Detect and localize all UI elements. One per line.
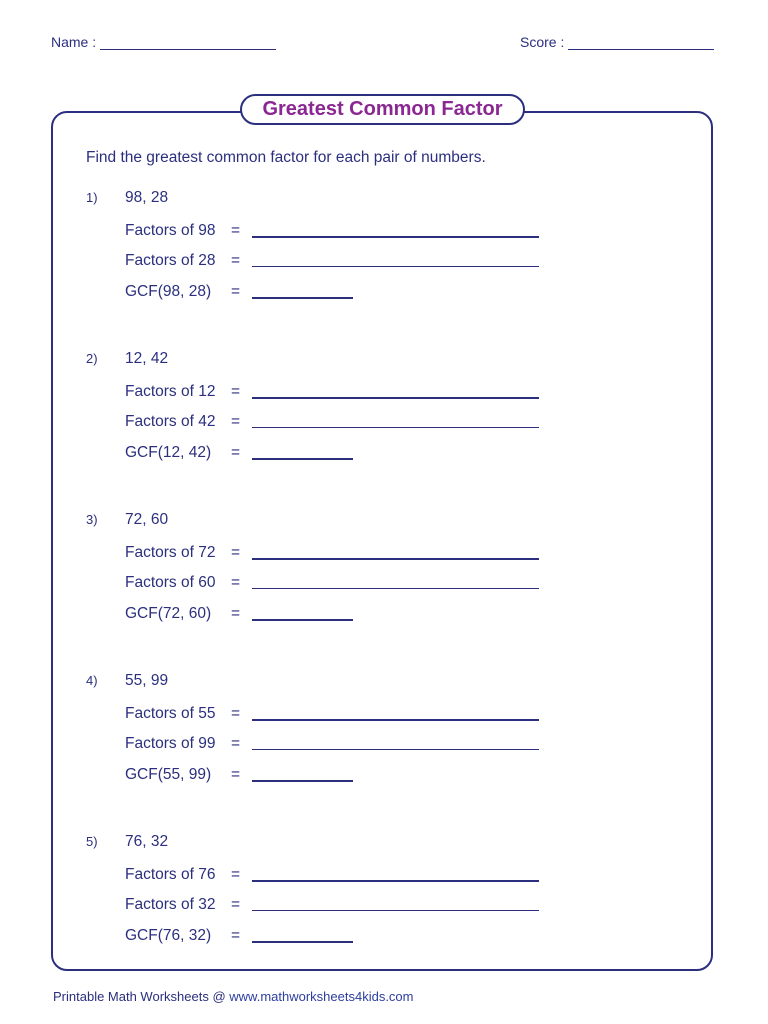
gcf-answer-line[interactable] — [252, 941, 353, 943]
footer-link[interactable]: www.mathworksheets4kids.com — [229, 989, 414, 1004]
factors-a-label: Factors of 72 — [125, 544, 216, 561]
gcf-label: GCF(55, 99) — [125, 766, 212, 783]
name-label: Name : — [51, 34, 97, 50]
gcf-label: GCF(76, 32) — [125, 927, 212, 944]
footer-text: Printable Math Worksheets @ — [53, 989, 226, 1004]
factors-a-label: Factors of 12 — [125, 383, 216, 400]
factors-b-answer-line[interactable] — [252, 427, 539, 428]
equals-sign: = — [231, 444, 241, 461]
number-pair: 76, 32 — [125, 833, 169, 850]
factors-b-label: Factors of 60 — [125, 574, 216, 591]
gcf-label: GCF(12, 42) — [125, 444, 212, 461]
equals-sign: = — [231, 735, 241, 752]
equals-sign: = — [231, 705, 241, 722]
problem-3 — [0, 512, 768, 642]
factors-a-answer-line[interactable] — [252, 397, 539, 399]
footer — [53, 989, 414, 1004]
gcf-label: GCF(72, 60) — [125, 605, 212, 622]
name-input-line[interactable] — [100, 35, 276, 50]
factors-b-label: Factors of 42 — [125, 413, 216, 430]
equals-sign: = — [231, 605, 241, 622]
factors-a-label: Factors of 76 — [125, 866, 216, 883]
gcf-label: GCF(98, 28) — [125, 283, 212, 300]
number-pair: 55, 99 — [125, 672, 169, 689]
equals-sign: = — [231, 283, 241, 300]
equals-sign: = — [231, 413, 241, 430]
score-input-line[interactable] — [568, 35, 714, 50]
problem-4 — [0, 673, 768, 803]
factors-b-answer-line[interactable] — [252, 749, 539, 750]
factors-b-label: Factors of 99 — [125, 735, 216, 752]
name-field[interactable] — [51, 34, 276, 50]
factors-b-label: Factors of 28 — [125, 252, 216, 269]
factors-b-answer-line[interactable] — [252, 266, 539, 267]
gcf-answer-line[interactable] — [252, 619, 353, 621]
equals-sign: = — [231, 574, 241, 591]
problem-number: 1) — [86, 190, 98, 205]
problem-number: 4) — [86, 673, 98, 688]
score-field[interactable] — [520, 34, 714, 50]
equals-sign: = — [231, 896, 241, 913]
number-pair: 12, 42 — [125, 350, 169, 367]
equals-sign: = — [231, 252, 241, 269]
factors-a-answer-line[interactable] — [252, 719, 539, 721]
problem-5 — [0, 834, 768, 964]
equals-sign: = — [231, 383, 241, 400]
factors-a-label: Factors of 98 — [125, 222, 216, 239]
number-pair: 72, 60 — [125, 511, 169, 528]
equals-sign: = — [231, 766, 241, 783]
worksheet-title: Greatest Common Factor — [240, 94, 525, 125]
problem-1 — [0, 190, 768, 320]
number-pair: 98, 28 — [125, 189, 169, 206]
factors-b-label: Factors of 32 — [125, 896, 216, 913]
problem-number: 5) — [86, 834, 98, 849]
equals-sign: = — [231, 866, 241, 883]
gcf-answer-line[interactable] — [252, 780, 353, 782]
problem-number: 2) — [86, 351, 98, 366]
problem-number: 3) — [86, 512, 98, 527]
equals-sign: = — [231, 927, 241, 944]
equals-sign: = — [231, 544, 241, 561]
factors-a-answer-line[interactable] — [252, 236, 539, 238]
equals-sign: = — [231, 222, 241, 239]
factors-b-answer-line[interactable] — [252, 588, 539, 589]
problem-2 — [0, 351, 768, 481]
factors-b-answer-line[interactable] — [252, 910, 539, 911]
factors-a-label: Factors of 55 — [125, 705, 216, 722]
factors-a-answer-line[interactable] — [252, 558, 539, 560]
gcf-answer-line[interactable] — [252, 458, 353, 460]
gcf-answer-line[interactable] — [252, 297, 353, 299]
score-label: Score : — [520, 34, 565, 50]
instructions: Find the greatest common factor for each pair of numbers. — [86, 149, 486, 166]
factors-a-answer-line[interactable] — [252, 880, 539, 882]
